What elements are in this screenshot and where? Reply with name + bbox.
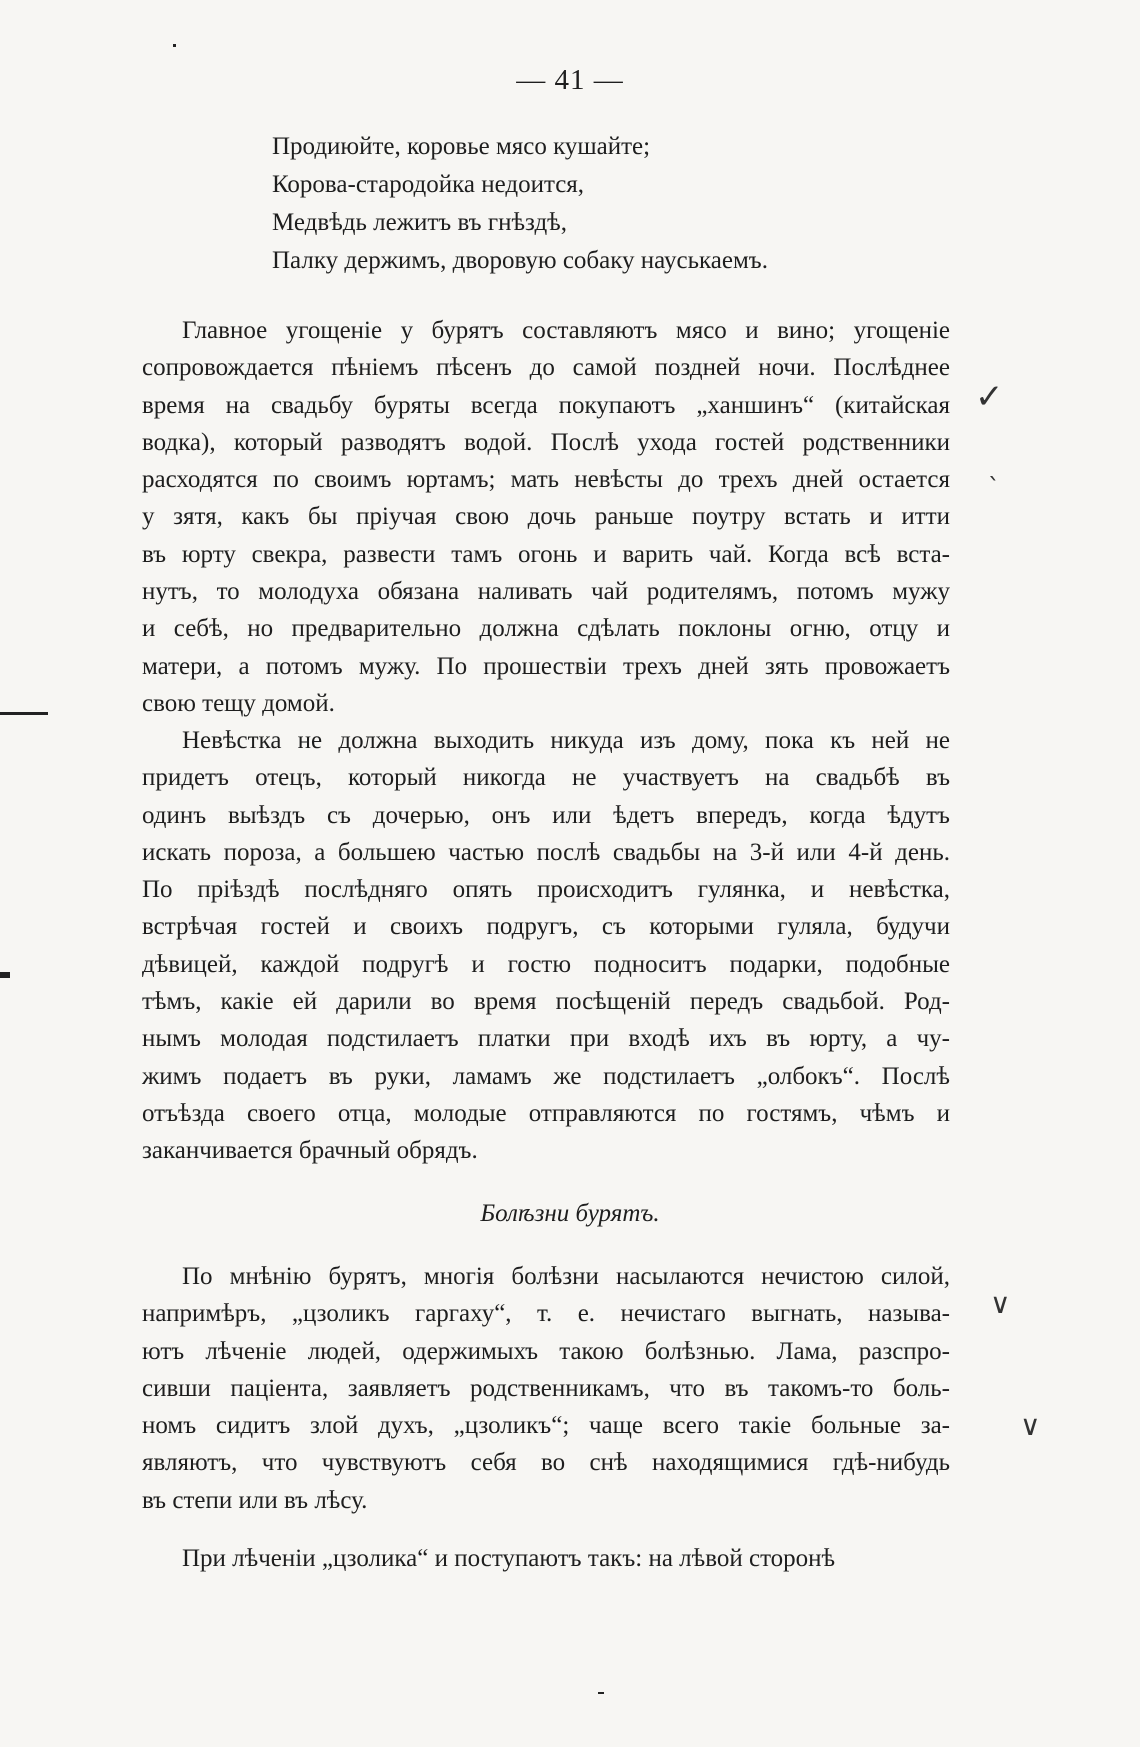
paragraph-line: искать пороза, а большею частью послѣ свадьбы на 3-й или 4-й день.	[142, 838, 950, 866]
verse-line: Медвѣдь лежитъ въ гнѣздѣ,	[272, 209, 567, 236]
check-mark-icon: ∨	[990, 1287, 1011, 1320]
paragraph-line: нутъ, то молодуха обязана наливать чай родителямъ, потомъ мужу	[142, 578, 950, 606]
verse-line: Корова-стародойка недоится,	[272, 171, 585, 198]
paragraph-line: ютъ лѣченіе людей, одержимыхъ такою болѣзнью. Лама, разспро-	[142, 1337, 950, 1365]
paragraph-line: придетъ отецъ, который никогда не участвуетъ на свадьбѣ въ	[142, 764, 950, 792]
paragraph-line: сопровождается пѣніемъ пѣсенъ до самой поздней ночи. Послѣднее	[142, 354, 950, 382]
check-mark-icon: ✓	[975, 377, 1004, 417]
paragraph-line: дѣвицей, каждой подругѣ и гостю подноситъ подарки, подобные	[142, 950, 950, 978]
paragraph-1	[142, 312, 950, 722]
tick-mark-icon: ˎ	[988, 453, 1000, 481]
check-mark-icon: ∨	[1020, 1409, 1041, 1442]
scan-artifact	[598, 1692, 604, 1694]
paragraph-line: тѣмъ, какіе ей дарили во время посѣщеній передъ свадьбой. Род-	[142, 988, 950, 1016]
paragraph-line: расходятся по своимъ юртамъ; мать невѣсты до трехъ дней остается	[142, 466, 950, 494]
paragraph-line: въ юрту свекра, развести тамъ огонь и варить чай. Когда всѣ вста-	[142, 540, 950, 568]
scan-artifact	[173, 44, 176, 47]
verse-line: Палку держимъ, дворовую собаку науськаемъ.	[272, 247, 768, 274]
paragraph-line: одинъ выѣздъ съ дочерью, онъ или ѣдетъ впередъ, когда ѣдутъ	[142, 801, 950, 829]
paragraph-line: и себѣ, но предварительно должна сдѣлать поклоны огню, отцу и	[142, 615, 950, 643]
paragraph-line: Невѣстка не должна выходить никуда изъ дому, пока къ ней не	[182, 727, 950, 754]
paragraph-2	[142, 722, 950, 1170]
page-number: — 41 —	[516, 64, 624, 96]
paragraph-line: въ степи или въ лѣсу.	[142, 1486, 368, 1514]
paragraph-4	[142, 1540, 950, 1577]
paragraph-line: номъ сидитъ злой духъ, „цзоликъ“; чаще всего такіе больные за-	[142, 1412, 950, 1440]
paragraph-line: Главное угощеніе у бурятъ составляютъ мясо и вино; угощеніе	[182, 317, 950, 344]
paragraph-line: По мнѣнію бурятъ, многія болѣзни насылаются нечистою силой,	[182, 1263, 950, 1290]
verse-block	[272, 128, 972, 280]
paragraph-line: являютъ, что чувствуютъ себя во снѣ находящимися гдѣ-нибудь	[142, 1449, 950, 1477]
paragraph-line: время на свадьбу буряты всегда покупаютъ „ханшинъ“ (китайская	[142, 391, 950, 419]
paragraph-line: заканчивается брачный обрядъ.	[142, 1137, 478, 1165]
paragraph-line: напримѣръ, „цзоликъ гаргаху“, т. е. нечистаго выгнать, называ-	[142, 1300, 950, 1328]
paragraph-line: отъѣзда своего отца, молодые отправляются по гостямъ, чѣмъ и	[142, 1099, 950, 1127]
paragraph-line: матери, а потомъ мужу. По прошествіи трехъ дней зять провожаетъ	[142, 652, 950, 680]
paragraph-line: свою тещу домой.	[142, 689, 335, 717]
paragraph-line: жимъ подаетъ въ руки, ламамъ же подстилаетъ „олбокъ“. Послѣ	[142, 1062, 950, 1090]
paragraph-line: По пріѣздѣ послѣдняго опять происходитъ гулянка, и невѣстка,	[142, 876, 950, 904]
scan-artifact	[0, 712, 48, 715]
verse-line: Продиюйте, коровье мясо кушайте;	[272, 133, 651, 160]
paragraph-line: нымъ молодая подстилаетъ платки при входѣ ихъ въ юрту, а чу-	[142, 1025, 950, 1053]
paragraph-line: водка), который разводятъ водой. Послѣ ухода гостей родственники	[142, 428, 950, 456]
paragraph-line: встрѣчая гостей и своихъ подругъ, съ которыми гуляла, будучи	[142, 913, 950, 941]
paragraph-line: сивши паціента, заявляетъ родственникамъ, что въ такомъ-то боль-	[142, 1374, 950, 1402]
paragraph-line: у зятя, какъ бы пріучая свою дочь раньше поутру встать и итти	[142, 503, 950, 531]
scan-artifact	[0, 972, 10, 978]
paragraph-line: При лѣченіи „цзолика“ и поступаютъ такъ: на лѣвой сторонѣ	[182, 1545, 836, 1572]
paragraph-3	[142, 1258, 950, 1519]
section-title: Болѣзни бурятъ.	[480, 1200, 660, 1227]
